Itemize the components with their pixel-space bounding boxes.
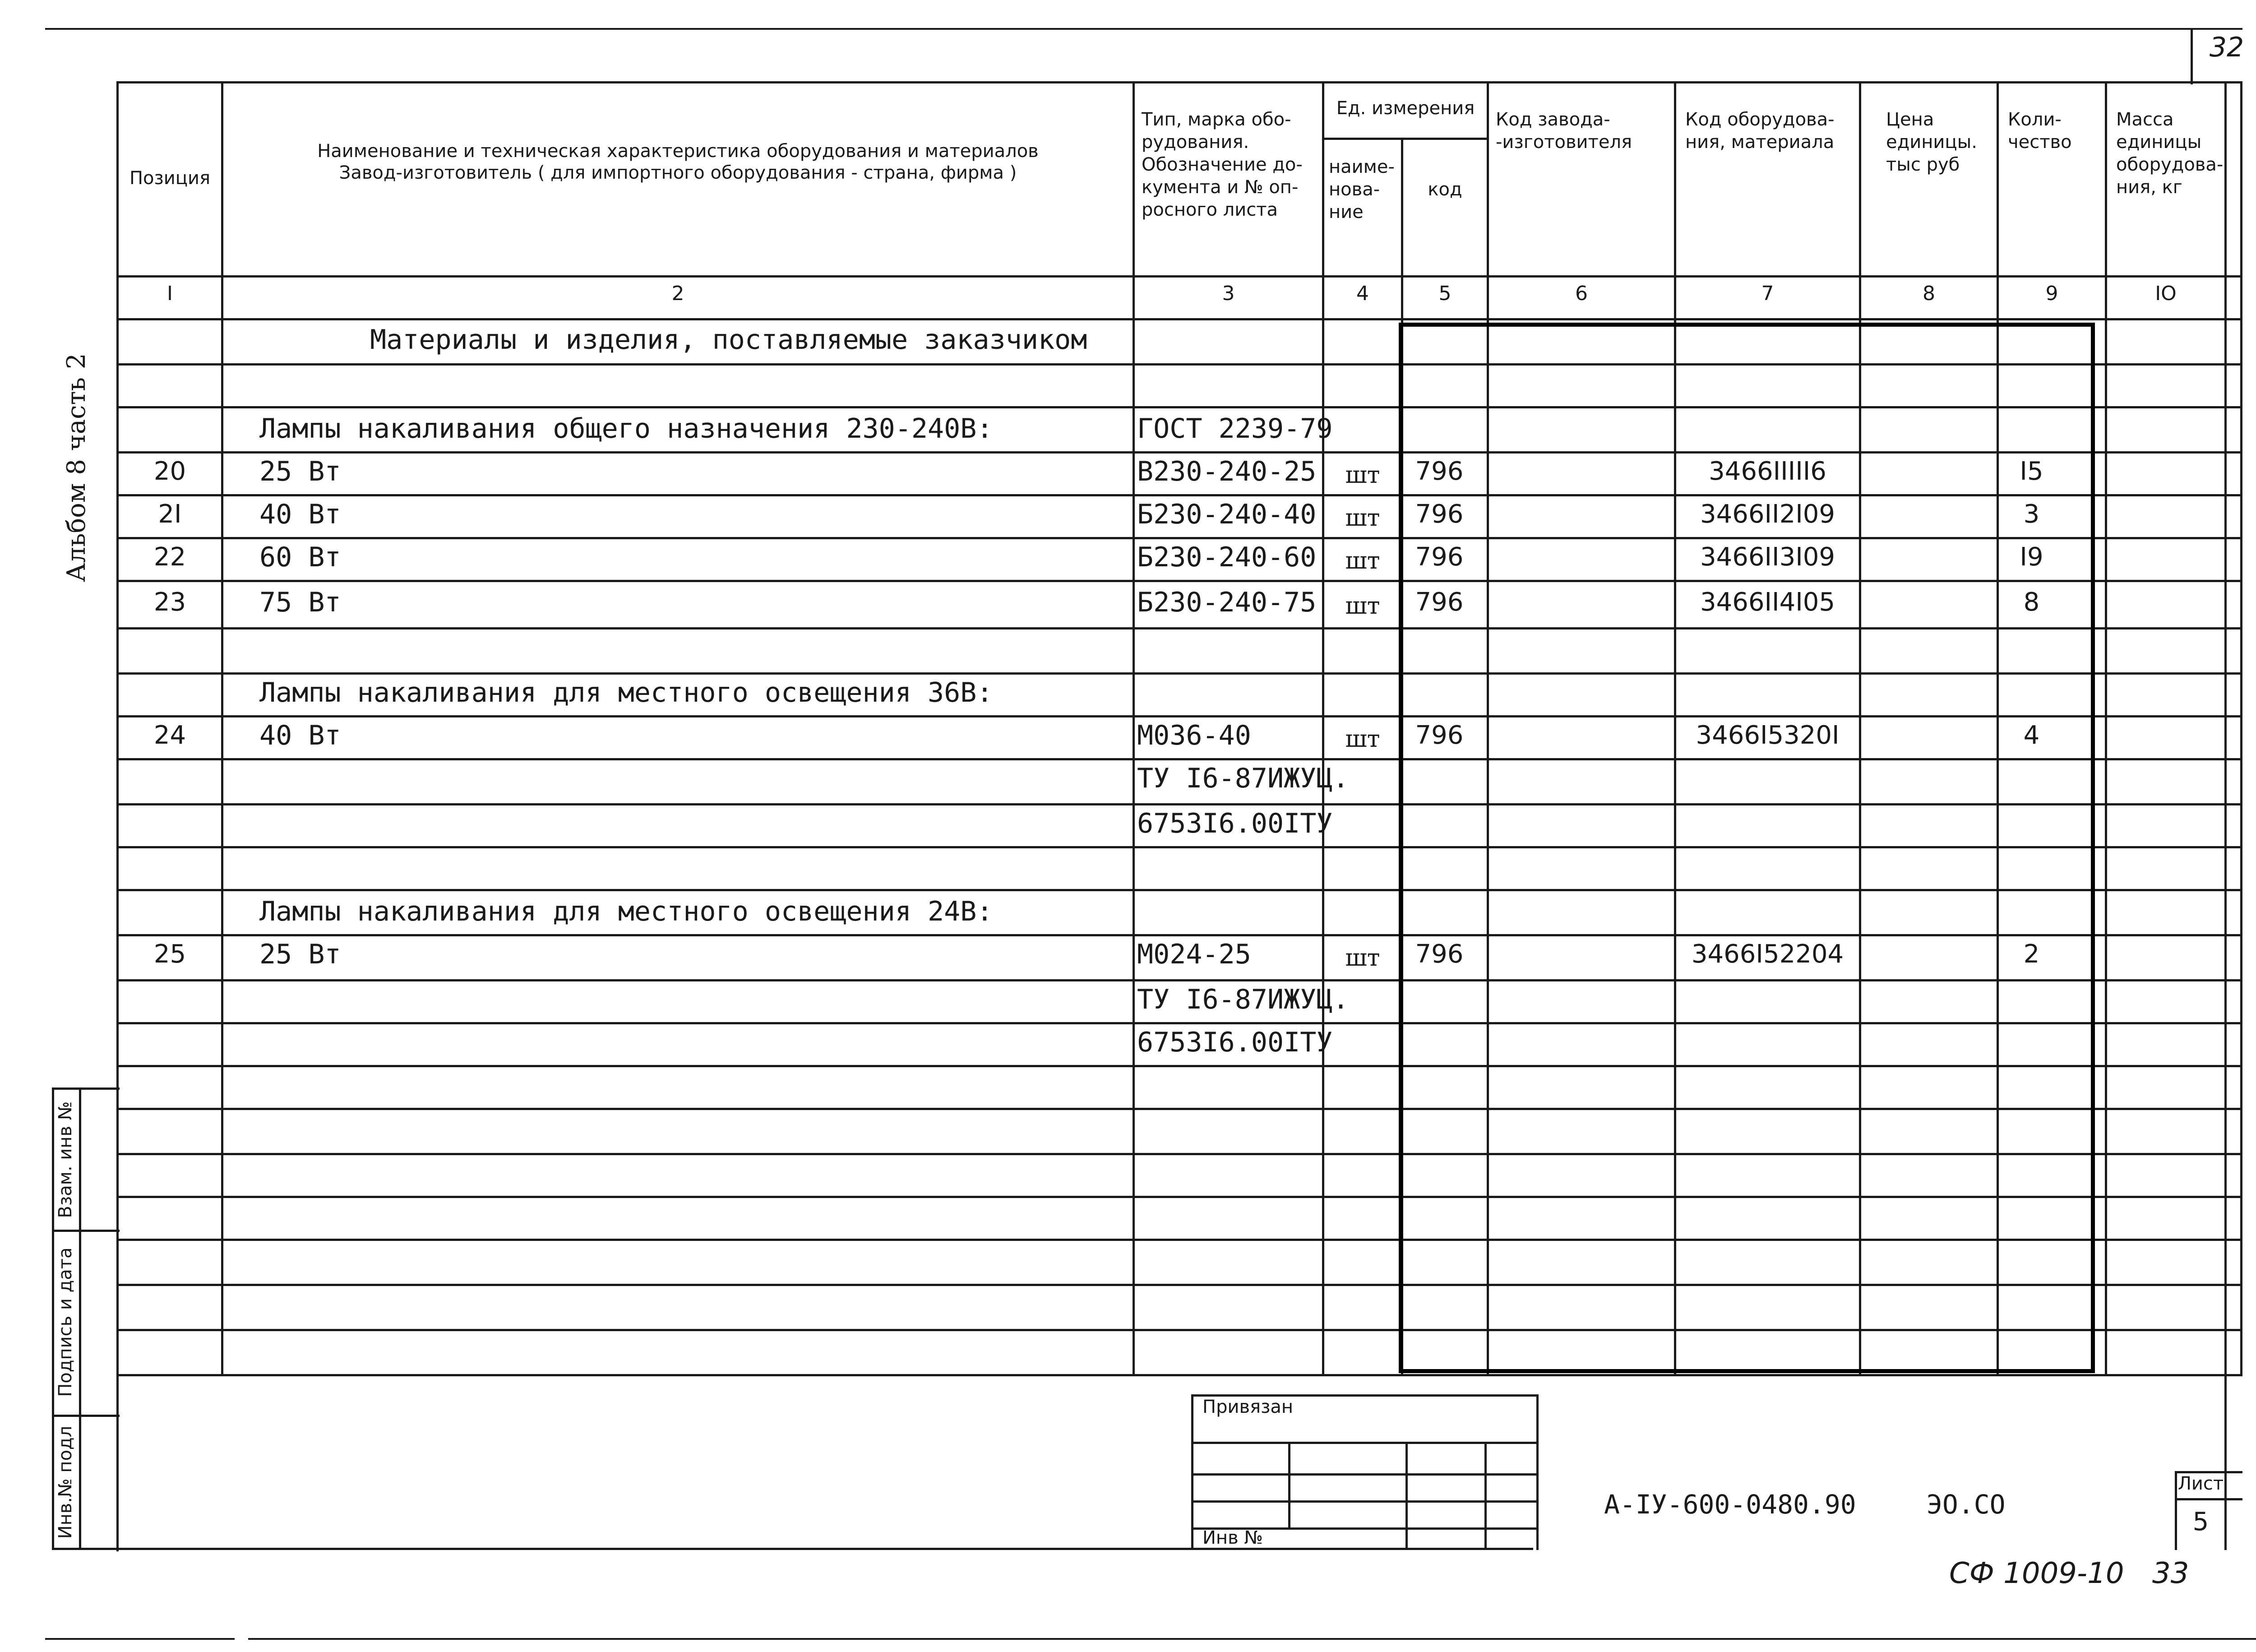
- stamp-original-inv: Инв.№ подл: [55, 1425, 76, 1539]
- row-position: 23: [153, 588, 186, 617]
- row-name: 60 Вт: [259, 541, 341, 573]
- colnum-3: 3: [1222, 282, 1235, 305]
- colnum-7: 7: [1761, 282, 1774, 305]
- document-code: А-IУ-600-0480.90: [1604, 1489, 1856, 1520]
- row-quantity: 2: [2023, 939, 2040, 969]
- row-equipment-code: 3466I5320I: [1696, 721, 1840, 750]
- row-position: 22: [153, 542, 186, 572]
- header-position: Позиция: [129, 168, 211, 189]
- section-heading: Материалы и изделия, поставляемые заказчиком: [370, 324, 1087, 356]
- row-position: 20: [153, 457, 186, 486]
- row-equipment-code: 3466II2I09: [1700, 500, 1835, 529]
- header-mass: Масса единицы оборудова- ния, кг: [2116, 109, 2224, 198]
- row-code: 796: [1415, 542, 1464, 572]
- row-code: 796: [1415, 939, 1464, 969]
- header-unit-name: наиме- нова- ние: [1329, 157, 1395, 222]
- colnum-5: 5: [1438, 282, 1452, 305]
- colnum-4: 4: [1356, 282, 1369, 305]
- row-position: 25: [153, 939, 186, 969]
- row-unit: шт: [1345, 547, 1380, 574]
- row-type: Б230-240-40: [1137, 499, 1317, 530]
- colnum-10: IO: [2155, 282, 2177, 305]
- row-type: М036-40: [1137, 720, 1251, 751]
- row-name: Лампы накаливания для местного освещения 24В:: [259, 896, 993, 927]
- sheet-number: 5: [2192, 1507, 2209, 1536]
- row-type: ТУ I6-87ИЖУЦ.: [1137, 763, 1349, 794]
- row-type: В230-240-25: [1137, 456, 1317, 487]
- header-name-line2: Завод-изготовитель ( для импортного оборудования - страна, фирма ): [339, 162, 1017, 183]
- header-unit-code: код: [1428, 179, 1462, 200]
- row-type: Б230-240-60: [1137, 541, 1317, 573]
- row-equipment-code: 3466II3I09: [1700, 542, 1835, 572]
- row-code: 796: [1415, 588, 1464, 617]
- colnum-8: 8: [1923, 282, 1935, 305]
- row-quantity: I5: [2020, 457, 2043, 486]
- row-quantity: 4: [2023, 721, 2040, 750]
- document-suffix: ЭО.СО: [1927, 1489, 2006, 1520]
- bound-label: Привязан: [1202, 1397, 1294, 1417]
- header-factory-code: Код завода- -изготовителя: [1496, 109, 1632, 153]
- handwritten-reference: СФ 1009-10: [1949, 1557, 2124, 1590]
- page-number: 32: [2209, 32, 2244, 63]
- sheet-label: Лист: [2177, 1473, 2224, 1494]
- row-quantity: I9: [2020, 542, 2043, 572]
- row-name: Лампы накаливания для местного освещения 36В:: [259, 677, 993, 708]
- header-name-line1: Наименование и техническая характеристика оборудования и материалов: [317, 141, 1039, 162]
- inv-label: Инв №: [1202, 1527, 1263, 1548]
- row-position: 24: [153, 721, 186, 750]
- stamp-signature-date: Подпись и дата: [55, 1247, 76, 1397]
- row-type: ТУ I6-87ИЖУЦ.: [1137, 984, 1349, 1015]
- row-equipment-code: 3466I52204: [1691, 939, 1844, 969]
- header-type: Тип, марка обо- рудования. Обозначение до- кумента и № оп- росного листа: [1142, 109, 1303, 220]
- row-unit: шт: [1345, 462, 1380, 489]
- colnum-6: 6: [1575, 282, 1588, 305]
- row-type: 6753I6.00IТУ: [1137, 808, 1333, 839]
- colnum-2: 2: [671, 282, 684, 305]
- row-name: 40 Вт: [259, 720, 341, 751]
- row-equipment-code: 3466IIIII6: [1709, 457, 1826, 486]
- row-code: 796: [1415, 457, 1464, 486]
- row-equipment-code: 3466II4I05: [1700, 588, 1835, 617]
- stamp-replaced-inv: Взам. инв №: [55, 1101, 76, 1218]
- row-quantity: 8: [2023, 588, 2040, 617]
- row-unit: шт: [1345, 592, 1380, 620]
- row-quantity: 3: [2023, 500, 2040, 529]
- row-name: 25 Вт: [259, 456, 341, 487]
- row-name: 75 Вт: [259, 587, 341, 618]
- header-unit-group: Ед. измерения: [1336, 98, 1475, 119]
- row-code: 796: [1415, 721, 1464, 750]
- row-unit: шт: [1345, 726, 1380, 753]
- row-type: ГОСТ 2239-79: [1137, 413, 1333, 444]
- row-code: 796: [1415, 500, 1464, 529]
- row-type: 6753I6.00IТУ: [1137, 1027, 1333, 1058]
- row-unit: шт: [1345, 944, 1380, 972]
- row-position: 2I: [158, 500, 182, 529]
- header-equipment-code: Код оборудова- ния, материала: [1685, 109, 1835, 153]
- handwritten-page: 33: [2152, 1557, 2189, 1590]
- row-name: 25 Вт: [259, 939, 341, 970]
- row-name: Лампы накаливания общего назначения 230-240В:: [259, 413, 993, 444]
- colnum-9: 9: [2045, 282, 2058, 305]
- row-type: М024-25: [1137, 939, 1251, 970]
- row-unit: шт: [1345, 504, 1380, 532]
- header-quantity: Коли- чество: [2008, 109, 2072, 153]
- row-type: Б230-240-75: [1137, 587, 1317, 618]
- colnum-1: I: [167, 282, 173, 305]
- album-title: Альбом 8 часть 2: [62, 353, 91, 582]
- row-name: 40 Вт: [259, 499, 341, 530]
- header-price: Цена единицы. тыс руб: [1886, 109, 1977, 175]
